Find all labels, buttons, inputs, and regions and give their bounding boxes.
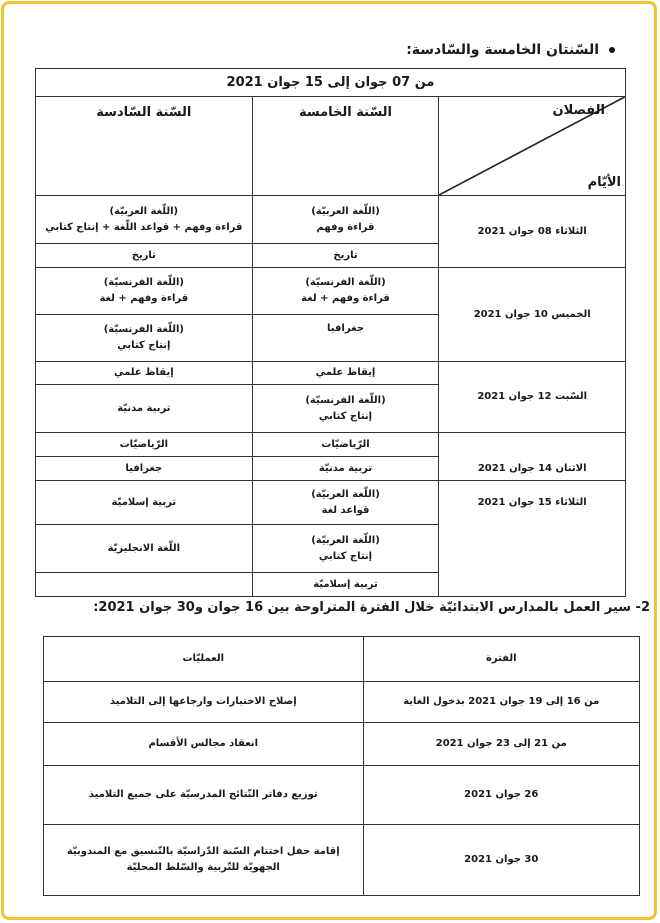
subject-cell: (اللّغة العربيّة) قراءة وفهم — [252, 196, 439, 244]
section-heading-grades-5-6 — [50, 38, 615, 62]
subject-cell: الرّياضيّات — [36, 433, 253, 457]
subject-cell: (اللّغة العربيّة) إنتاج كتابي — [252, 525, 439, 573]
day-cell: السّبت 12 جوان 2021 — [439, 362, 626, 433]
operation-cell: توزيع دفاتر النّتائج المدرسيّة على جميع التلاميذ — [44, 766, 364, 825]
subject-cell: إيقاظ علمي — [36, 362, 253, 385]
operation-cell: انعقاد مجالس الأقسام — [44, 723, 364, 766]
period-cell: 26 جوان 2021 — [363, 766, 640, 825]
subject-cell: الرّياضيّات — [252, 433, 439, 457]
exam-schedule-table — [35, 68, 626, 597]
header-operations: العمليّات — [44, 637, 364, 682]
operation-cell: إقامة حفل اختتام السّنة الدّراسيّة بالتّنسيق مع المندوبيّة الجهويّة للتّربية والسّلط المحليّة — [44, 825, 364, 896]
header-period: الفترة — [363, 637, 640, 682]
subject-cell: (اللّغة الفرنسيّة) قراءة وفهم + لغة — [252, 268, 439, 315]
subject-cell: (اللّغة العربيّة) قواعد لغة — [252, 481, 439, 525]
header-fifth-grade: السّنة الخامسة — [252, 97, 439, 196]
subject-cell: جغرافيا — [252, 315, 439, 362]
header-days: الأيّام — [587, 175, 621, 190]
subject-cell: تربية إسلاميّة — [252, 573, 439, 597]
section-heading-text: السّنتان الخامسة والسّادسة: — [406, 42, 599, 58]
header-sixth-grade: السّنة السّادسة — [36, 97, 253, 196]
subject-cell: (اللّغة الفرنسيّة) إنتاج كتابي — [36, 315, 253, 362]
operations-table — [43, 636, 640, 896]
period-cell: من 16 إلى 19 جوان 2021 بدخول الغاية — [363, 682, 640, 723]
period-cell: 30 جوان 2021 — [363, 825, 640, 896]
subject-cell: إيقاظ علمي — [252, 362, 439, 385]
subject-cell: (اللّغة العربيّة) قراءة وفهم + قواعد اللّغة + إنتاج كتابي — [36, 196, 253, 244]
subject-cell: تربية إسلاميّة — [36, 481, 253, 525]
day-cell: الثلاثاء 15 جوان 2021 — [439, 481, 626, 597]
period-cell: من 21 إلى 23 جوان 2021 — [363, 723, 640, 766]
classes-days-header — [439, 97, 626, 196]
subject-cell: (اللّغة الفرنسيّة) قراءة وفهم + لغة — [36, 268, 253, 315]
subject-cell: (اللّغة الفرنسيّة) إنتاج كتابي — [252, 385, 439, 433]
subject-cell: تربية مدنيّة — [36, 385, 253, 433]
subject-cell: اللّغة الانجليزيّة — [36, 525, 253, 573]
bullet-icon — [609, 47, 615, 53]
subject-cell: تاريخ — [36, 244, 253, 268]
day-cell: الاثنان 14 جوان 2021 — [439, 433, 626, 481]
subject-cell: تربية مدنيّة — [252, 457, 439, 481]
operation-cell: إصلاح الاختبارات وارجاعها إلى التلاميذ — [44, 682, 364, 723]
header-classes: الفصلان — [552, 103, 605, 118]
subject-cell: تاريخ — [252, 244, 439, 268]
section-heading-june-16-30: 2- سير العمل بالمدارس الابتدائيّة خلال الفترة المتراوحة بين 16 جوان و30 جوان 2021: — [93, 600, 650, 615]
day-cell: الخميس 10 جوان 2021 — [439, 268, 626, 362]
day-cell: الثلاثاء 08 جوان 2021 — [439, 196, 626, 268]
subject-cell — [36, 573, 253, 597]
period-title: من 07 جوان إلى 15 جوان 2021 — [36, 69, 626, 97]
subject-cell: جغرافيا — [36, 457, 253, 481]
